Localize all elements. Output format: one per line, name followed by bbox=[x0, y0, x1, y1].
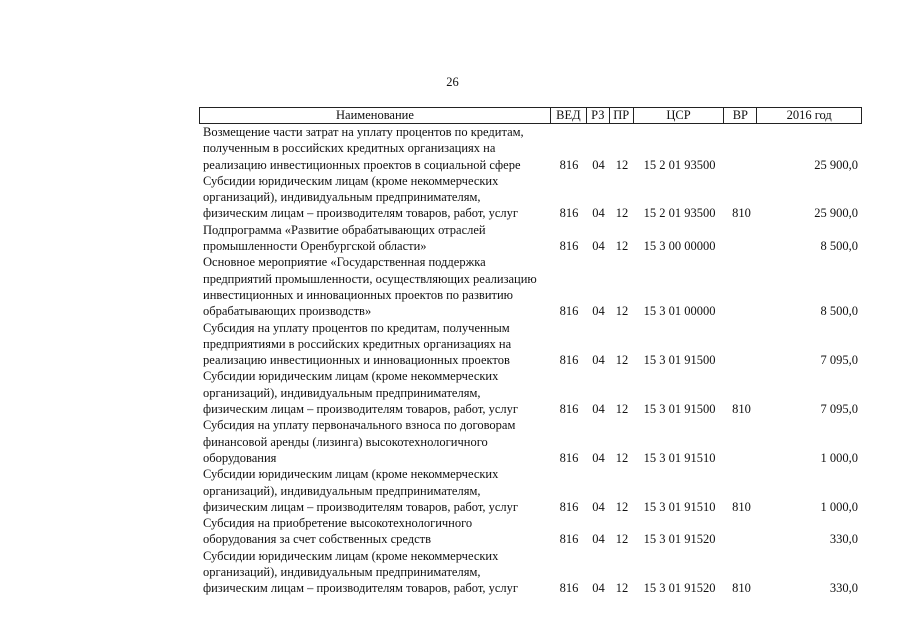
row-name-line: предприятий промышленности, осуществляющих реализацию bbox=[203, 271, 537, 286]
row-sum: 7 095,0 bbox=[820, 402, 858, 417]
row-name bbox=[199, 254, 551, 319]
header-vr: ВР bbox=[724, 108, 757, 123]
row-name-line: физическим лицам – производителям товаров, работ, услуг bbox=[203, 499, 519, 514]
table-body bbox=[199, 124, 862, 597]
row-rz: 04 bbox=[592, 239, 605, 254]
row-pr: 12 bbox=[615, 239, 629, 254]
row-ved: 816 bbox=[559, 581, 579, 596]
row-name bbox=[199, 548, 551, 597]
row-name-line: организаций), индивидуальным предпринимателям, bbox=[203, 483, 481, 498]
row-pr: 12 bbox=[615, 304, 629, 319]
row-csr: 15 3 00 00000 bbox=[643, 239, 716, 254]
row-vr: 810 bbox=[732, 206, 751, 221]
row-sum: 1 000,0 bbox=[820, 499, 858, 514]
row-vr: 810 bbox=[732, 499, 751, 514]
row-name-line: Субсидия на уплату первоначального взноса по договорам bbox=[203, 418, 516, 433]
row-name-line: Субсидия на приобретение высокотехнологичного bbox=[203, 516, 473, 531]
row-name bbox=[199, 466, 551, 515]
row-name-line: промышленности Оренбургской области» bbox=[203, 239, 427, 254]
row-sum: 7 095,0 bbox=[820, 353, 858, 368]
row-name-line: предприятиями в российских кредитных организациях на bbox=[203, 336, 512, 351]
row-ved: 816 bbox=[559, 239, 579, 254]
row-csr: 15 3 01 91510 bbox=[643, 450, 716, 465]
row-name bbox=[199, 124, 551, 173]
row-ved: 816 bbox=[559, 353, 579, 368]
row-name-line: Субсидии юридическим лицам (кроме некоммерческих bbox=[203, 467, 499, 482]
row-csr: 15 3 01 91500 bbox=[643, 402, 716, 417]
row-name-line: инвестиционных и инновационных проектов по развитию bbox=[203, 287, 514, 302]
row-ved: 816 bbox=[559, 499, 579, 514]
table-row bbox=[199, 124, 862, 173]
row-name-line: полученным в российских кредитных организациях на bbox=[203, 141, 496, 156]
header-year: 2016 год bbox=[786, 108, 832, 122]
row-name-line: Субсидии юридическим лицам (кроме некоммерческих bbox=[203, 173, 499, 188]
row-vr: 810 bbox=[732, 402, 751, 417]
row-name bbox=[199, 417, 551, 466]
row-name-line: организаций), индивидуальным предпринимателям, bbox=[203, 190, 481, 205]
page-number: 26 bbox=[446, 75, 459, 89]
row-name-line: Субсидии юридическим лицам (кроме некоммерческих bbox=[203, 548, 499, 563]
row-csr: 15 3 01 91520 bbox=[643, 581, 716, 596]
row-csr: 15 3 01 00000 bbox=[643, 304, 716, 319]
row-pr: 12 bbox=[615, 581, 629, 596]
row-pr: 12 bbox=[615, 450, 629, 465]
row-rz: 04 bbox=[592, 581, 605, 596]
row-name bbox=[199, 515, 551, 548]
header-ved: ВЕД bbox=[551, 108, 587, 123]
row-sum: 330,0 bbox=[829, 532, 858, 547]
row-name-line: Возмещение части затрат на уплату процентов по кредитам, bbox=[203, 125, 524, 139]
table-row bbox=[199, 417, 862, 466]
table-row bbox=[199, 368, 862, 417]
row-ved: 816 bbox=[559, 402, 579, 417]
row-pr: 12 bbox=[615, 157, 629, 172]
header-name: Наименование bbox=[200, 108, 551, 123]
row-pr: 12 bbox=[615, 206, 629, 221]
row-sum: 330,0 bbox=[829, 581, 858, 596]
row-ved: 816 bbox=[559, 304, 579, 319]
row-name bbox=[199, 368, 551, 417]
row-rz: 04 bbox=[592, 450, 605, 465]
table-row bbox=[199, 173, 862, 222]
table-row bbox=[199, 515, 862, 548]
row-csr: 15 3 01 91500 bbox=[643, 353, 716, 368]
row-name-line: оборудования за счет собственных средств bbox=[203, 532, 432, 547]
table-row bbox=[199, 222, 862, 255]
row-name-line: физическим лицам – производителям товаров, работ, услуг bbox=[203, 581, 519, 596]
row-rz: 04 bbox=[592, 353, 605, 368]
row-ved: 816 bbox=[559, 157, 579, 172]
row-csr: 15 3 01 91520 bbox=[643, 532, 716, 547]
row-name-line: реализацию инвестиционных и инновационных проектов bbox=[203, 353, 510, 368]
row-rz: 04 bbox=[592, 499, 605, 514]
row-rz: 04 bbox=[592, 206, 605, 221]
row-csr: 15 2 01 93500 bbox=[643, 157, 716, 172]
row-rz: 04 bbox=[592, 304, 605, 319]
row-sum: 1 000,0 bbox=[820, 450, 858, 465]
row-csr: 15 3 01 91510 bbox=[643, 499, 716, 514]
row-name-line: реализацию инвестиционных проектов в социальной сфере bbox=[203, 157, 521, 172]
table-header bbox=[199, 107, 862, 124]
table-row bbox=[199, 254, 862, 319]
row-pr: 12 bbox=[615, 532, 629, 547]
table-row bbox=[199, 548, 862, 597]
row-csr: 15 2 01 93500 bbox=[643, 206, 716, 221]
row-name-line: организаций), индивидуальным предпринимателям, bbox=[203, 385, 481, 400]
row-rz: 04 bbox=[592, 532, 605, 547]
header-pr: ПР bbox=[610, 108, 634, 123]
row-name-line: финансовой аренды (лизинга) высокотехнологичного bbox=[203, 434, 488, 449]
row-ved: 816 bbox=[559, 206, 579, 221]
header-rz: РЗ bbox=[587, 108, 610, 123]
row-pr: 12 bbox=[615, 353, 629, 368]
row-name-line: Субсидия на уплату процентов по кредитам, полученным bbox=[203, 320, 510, 335]
row-sum: 8 500,0 bbox=[820, 239, 858, 254]
row-name-line: организаций), индивидуальным предпринимателям, bbox=[203, 565, 481, 580]
row-ved: 816 bbox=[559, 532, 579, 547]
row-sum: 25 900,0 bbox=[814, 157, 858, 172]
row-sum: 25 900,0 bbox=[814, 206, 858, 221]
header-csr: ЦСР bbox=[634, 108, 725, 123]
row-rz: 04 bbox=[592, 157, 605, 172]
row-name-line: обрабатывающих производств» bbox=[203, 304, 372, 319]
table-row bbox=[199, 320, 862, 369]
table-row bbox=[199, 466, 862, 515]
row-sum: 8 500,0 bbox=[820, 304, 858, 319]
row-vr: 810 bbox=[732, 581, 751, 596]
row-rz: 04 bbox=[592, 402, 605, 417]
row-name-line: Субсидии юридическим лицам (кроме некоммерческих bbox=[203, 369, 499, 384]
row-name-line: оборудования bbox=[203, 450, 277, 465]
row-ved: 816 bbox=[559, 450, 579, 465]
row-name-line: Основное мероприятие «Государственная поддержка bbox=[203, 255, 486, 270]
row-name-line: физическим лицам – производителям товаров, работ, услуг bbox=[203, 206, 519, 221]
row-pr: 12 bbox=[615, 402, 629, 417]
row-name bbox=[199, 222, 551, 255]
row-name-line: физическим лицам – производителям товаров, работ, услуг bbox=[203, 402, 519, 417]
budget-table bbox=[199, 107, 862, 597]
row-name bbox=[199, 173, 551, 222]
row-name bbox=[199, 320, 551, 369]
row-name-line: Подпрограмма «Развитие обрабатывающих отраслей bbox=[203, 222, 486, 237]
row-pr: 12 bbox=[615, 499, 629, 514]
